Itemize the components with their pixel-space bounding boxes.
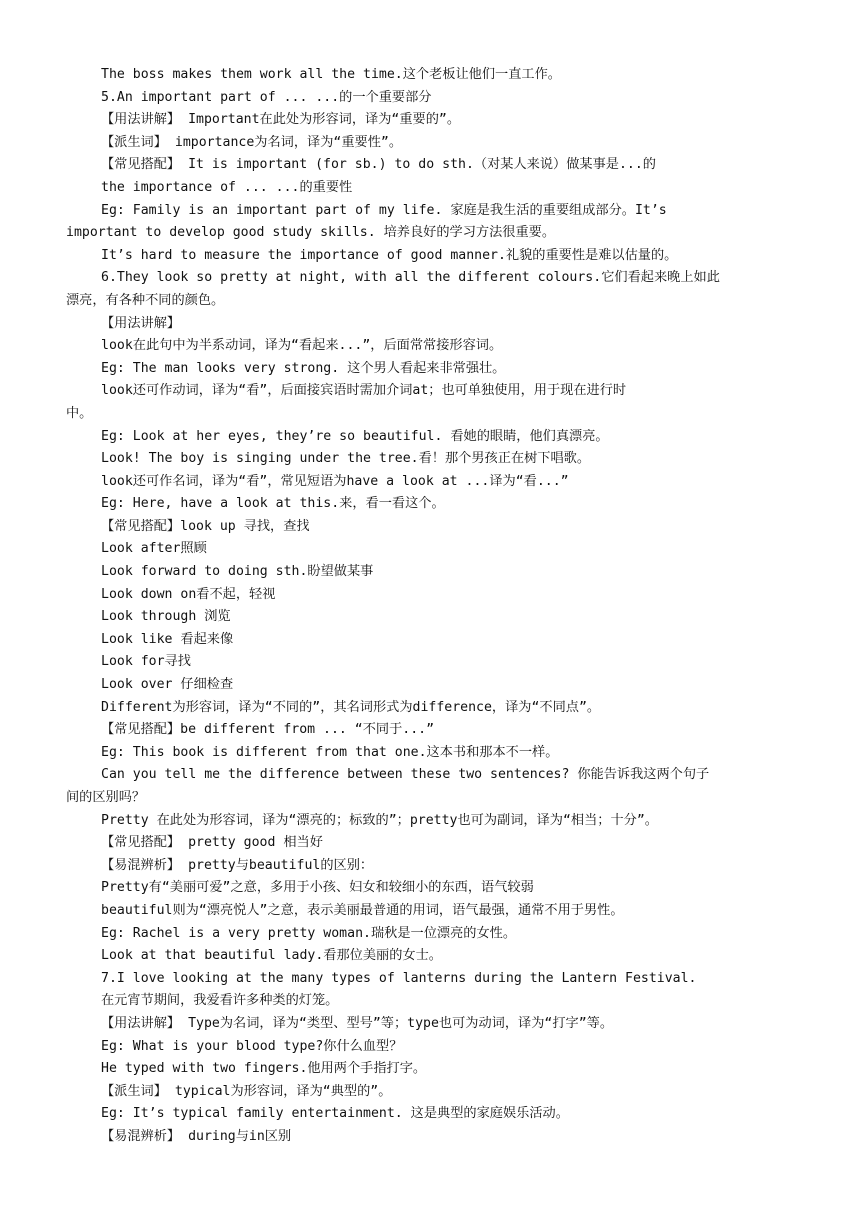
text-line: Look down on看不起，轻视 (101, 586, 276, 602)
text-line: Pretty 在此处为形容词，译为“漂亮的；标致的”；pretty也可为副词，译为“相当；十分”。 (101, 812, 658, 828)
text-line: 【易混辨析】 during与in区别 (101, 1128, 292, 1144)
text-line: Look through 浏览 (101, 609, 231, 625)
text-line: important to develop good study skills. 培养良好的学习方法很重要。 (66, 225, 556, 241)
text-line: The boss makes them work all the time.这个老板让他们一直工作。 (101, 67, 561, 82)
text-line: 间的区别吗？ (66, 790, 146, 805)
text-line: Eg: Look at her eyes, they’re so beautiful. 看她的眼睛，他们真漂亮。 (101, 428, 609, 444)
text-line: 【常见搭配】 It is important (for sb.) to do sth.（对某人来说）做某事是...的 (101, 157, 656, 173)
text-line: Look! The boy is singing under the tree.看！那个男孩正在树下唱歌。 (101, 451, 591, 467)
text-line: 7.I love looking at the many types of lanterns during the Lantern Festival. (101, 970, 697, 986)
document-body (66, 64, 801, 1149)
text-line: 【用法讲解】 (101, 315, 181, 331)
text-line: Look like 看起来像 (101, 631, 234, 647)
text-line: 【常见搭配】 pretty good 相当好 (101, 835, 323, 851)
text-line: 6.They look so pretty at night, with all the different colours.它们看起来晚上如此 (101, 270, 720, 286)
text-line: 【易混辨析】 pretty与beautiful的区别： (101, 857, 374, 873)
text-line: Different为形容词，译为“不同的”，其名词形式为difference，译为“不同点”。 (101, 699, 601, 715)
text-line: Eg: The man looks very strong. 这个男人看起来非常强壮。 (101, 360, 506, 376)
text-line: the importance of ... ...的重要性 (101, 179, 353, 195)
text-line: He typed with two fingers.他用两个手指打字。 (101, 1061, 427, 1077)
text-line: Eg: This book is different from that one.这本书和那本不一样。 (101, 744, 559, 760)
text-line: 5.An important part of ... ...的一个重要部分 (101, 89, 432, 105)
text-line: 【常见搭配】be different from ... “不同于...” (101, 722, 435, 738)
text-line: Eg: It’s typical family entertainment. 这是典型的家庭娱乐活动。 (101, 1106, 569, 1122)
text-line: Eg: Here, have a look at this.来，看一看这个。 (101, 496, 445, 512)
text-line: Look forward to doing sth.盼望做某事 (101, 564, 374, 580)
text-line: 【常见搭配】look up 寻找，查找 (101, 518, 310, 534)
text-line: Pretty有“美丽可爱”之意，多用于小孩、妇女和较细小的东西，语气较弱 (101, 880, 534, 896)
text-line: Look at that beautiful lady.看那位美丽的女士。 (101, 948, 442, 964)
text-line: 【派生词】 importance为名词，译为“重要性”。 (101, 134, 403, 150)
text-line: 漂亮，有各种不同的颜色。 (66, 292, 225, 308)
text-line: 中。 (66, 405, 93, 421)
text-line: look还可作动词，译为“看”，后面接宾语时需加介词at；也可单独使用，用于现在进行时 (101, 383, 627, 399)
text-line: Eg: What is your blood type?你什么血型？ (101, 1038, 403, 1054)
text-line: It’s hard to measure the importance of good manner.礼貌的重要性是难以估量的。 (101, 247, 678, 263)
text-line: look在此句中为半系动词，译为“看起来...”，后面常常接形容词。 (101, 338, 503, 354)
text-line: Eg: Rachel is a very pretty woman.瑞秋是一位漂亮的女性。 (101, 925, 517, 941)
text-line: 【用法讲解】 Important在此处为形容词，译为“重要的”。 (101, 112, 461, 128)
text-line: Eg: Family is an important part of my life. 家庭是我生活的重要组成部分。It’s (101, 202, 667, 218)
text-line: look还可作名词，译为“看”，常见短语为have a look at ...译为“看...” (101, 473, 569, 489)
text-line: beautiful则为“漂亮悦人”之意，表示美丽最普通的用词，语气最强，通常不用于男性。 (101, 902, 624, 918)
text-line: Can you tell me the difference between these two sentences? 你能告诉我这两个句子 (101, 767, 710, 783)
text-line: Look for寻找 (101, 654, 191, 670)
text-line: Look after照顾 (101, 541, 207, 557)
text-line: Look over 仔细检查 (101, 677, 234, 693)
text-line: 【用法讲解】 Type为名词，译为“类型、型号”等；type也可为动词，译为“打字”等。 (101, 1015, 614, 1031)
text-line: 在元宵节期间，我爱看许多种类的灯笼。 (101, 993, 339, 1009)
text-line: 【派生词】 typical为形容词，译为“典型的”。 (101, 1083, 392, 1099)
